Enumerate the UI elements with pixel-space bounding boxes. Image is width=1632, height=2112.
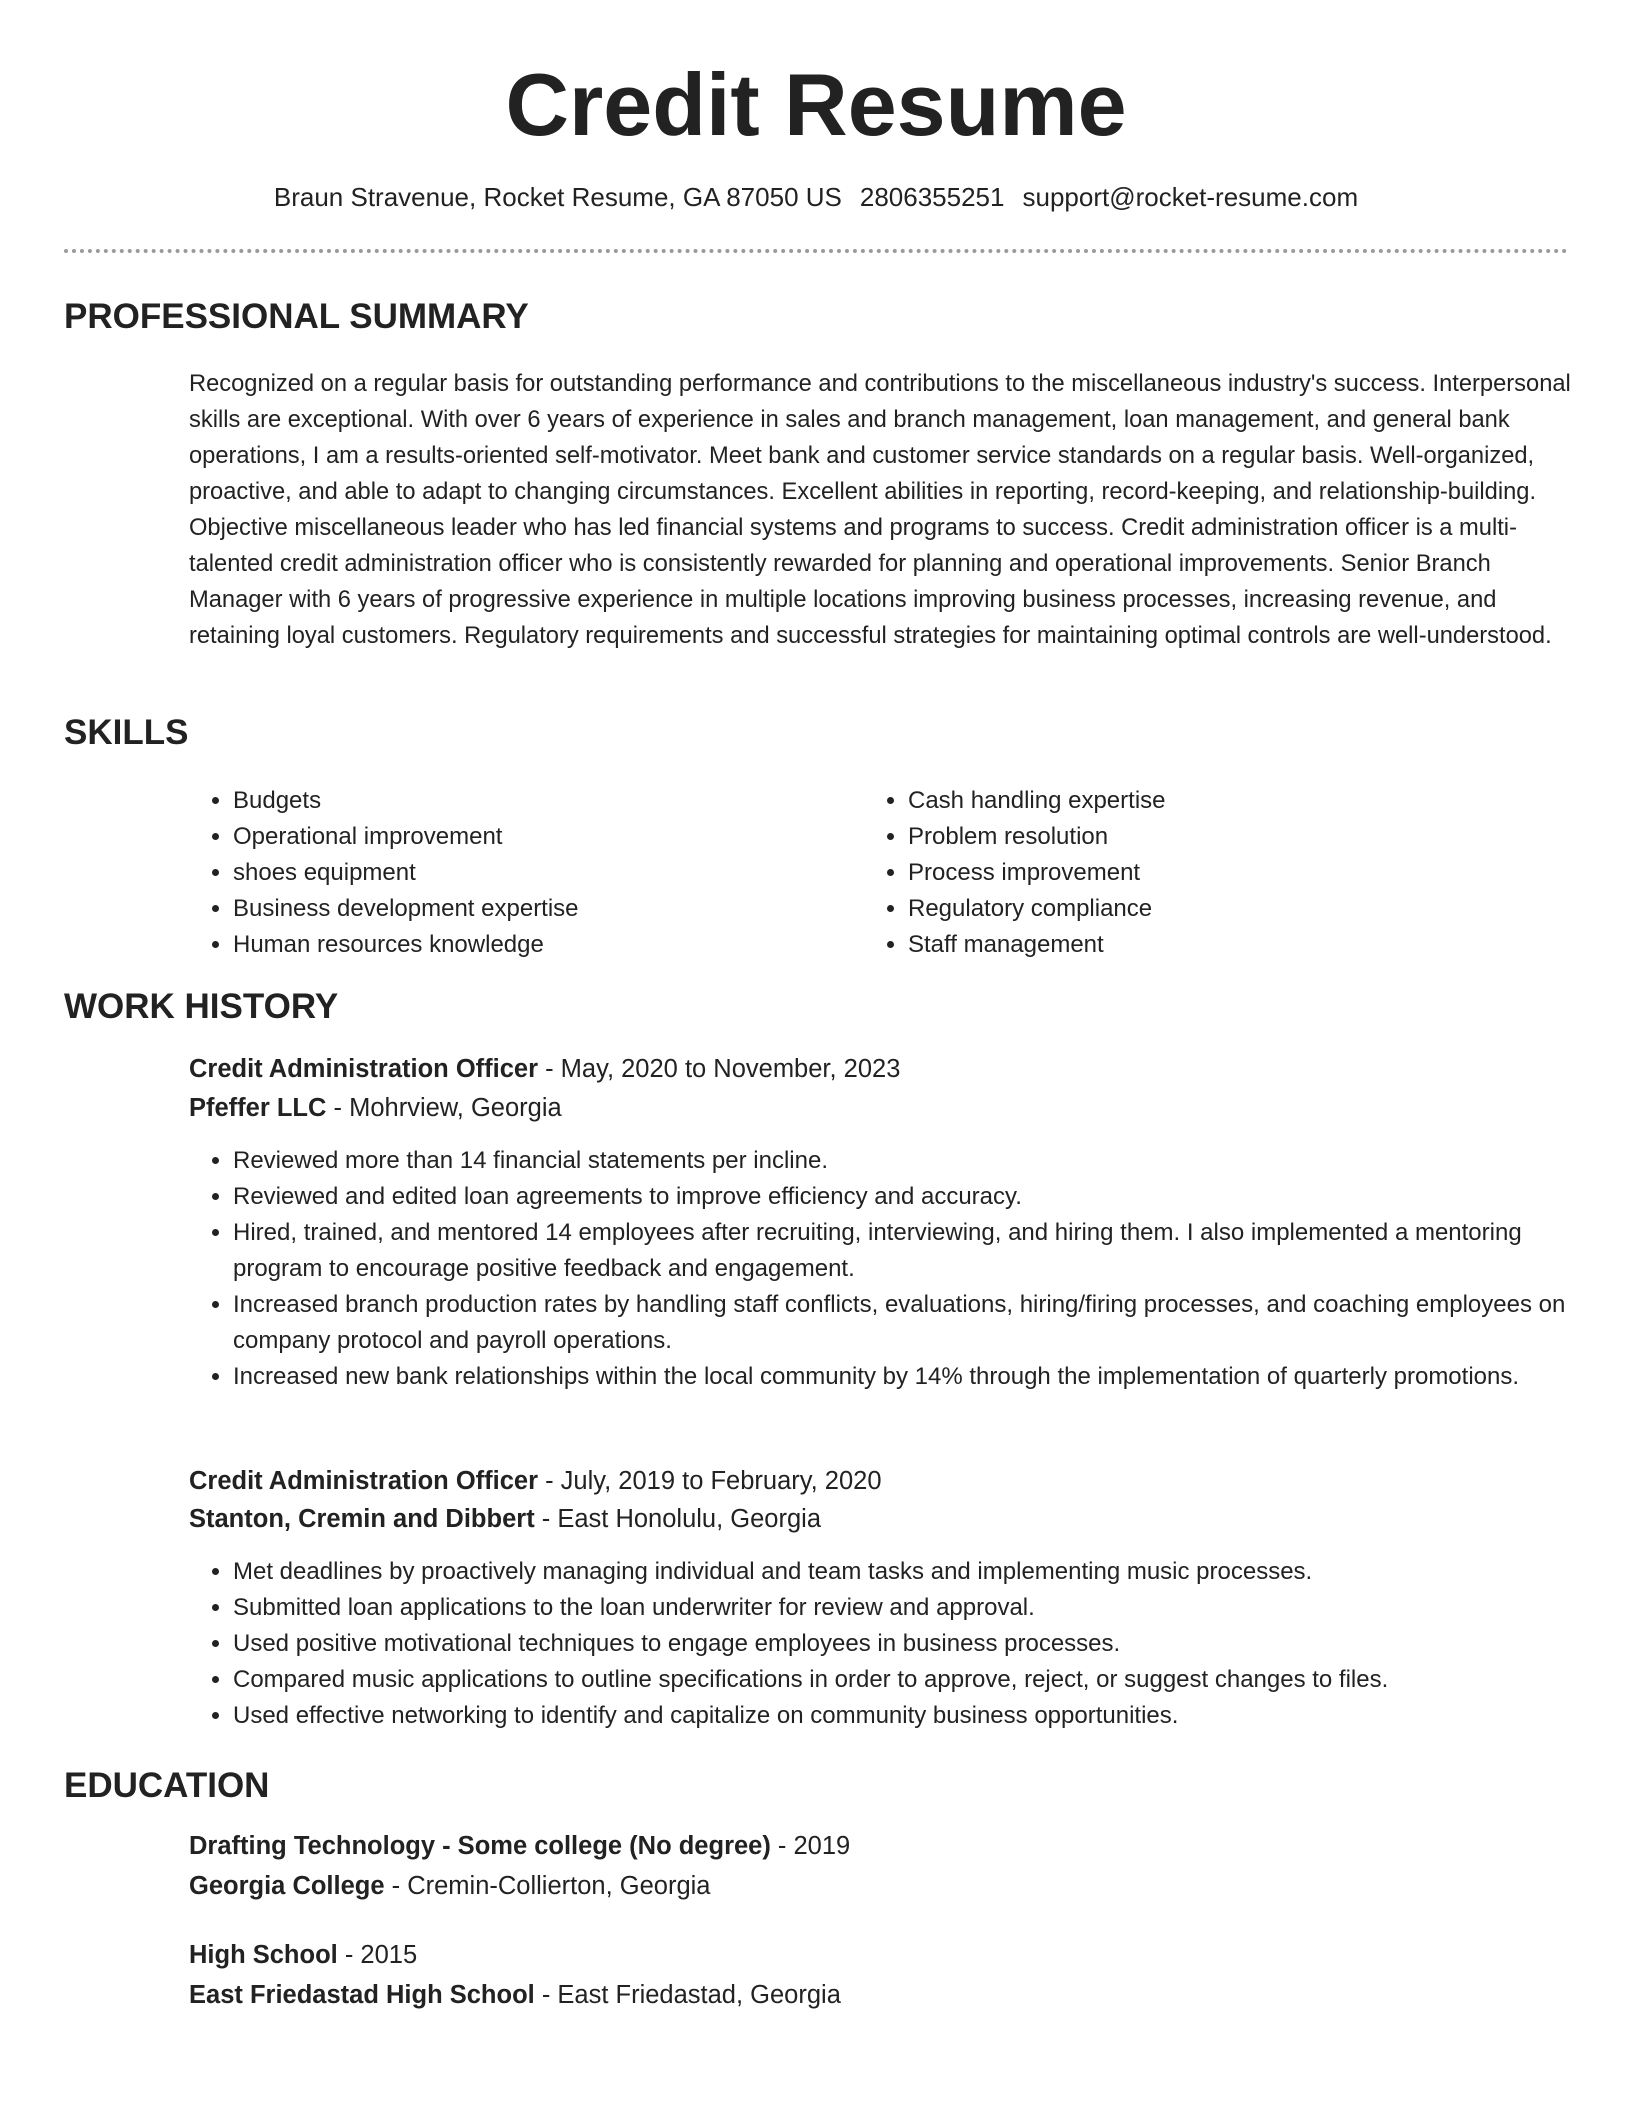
job-2-dates: - July, 2019 to February, 2020	[538, 1467, 882, 1495]
job-2-bullets	[189, 1554, 1584, 1734]
education-2-year: - 2015	[337, 1941, 418, 1969]
summary-heading: PROFESSIONAL SUMMARY	[64, 297, 529, 336]
skill-item: • Regulatory compliance	[908, 891, 1166, 927]
skill-item: • Problem resolution	[908, 819, 1166, 855]
header-divider	[64, 249, 1568, 253]
skills-column-right	[864, 783, 1166, 963]
job-1-bullet-list	[189, 1143, 1584, 1395]
job-bullet: • Increased new bank relationships within the local community by 14% through the implementation of quarterly promotions.	[233, 1359, 1584, 1395]
education-1-degree-line	[189, 1831, 850, 1862]
education-2-location: - East Friedastad, Georgia	[534, 1981, 841, 2009]
job-2-employer-line	[189, 1504, 821, 1535]
job-1-employer: Pfeffer LLC	[189, 1094, 327, 1122]
job-2-title-line	[189, 1466, 882, 1497]
contact-phone: 2806355251	[859, 182, 1005, 212]
skill-item: • Staff management	[908, 927, 1166, 963]
job-bullet: • Submitted loan applications to the loan underwriter for review and approval.	[233, 1590, 1584, 1626]
job-bullet: • Used effective networking to identify and capitalize on community business opportunities.	[233, 1698, 1584, 1734]
skill-item: • Business development expertise	[233, 891, 579, 927]
job-bullet: • Increased branch production rates by handling staff conflicts, evaluations, hiring/firing processes, and coaching employees on company protocol and payroll operations.	[233, 1287, 1584, 1359]
job-bullet: • Used positive motivational techniques to engage employees in business processes.	[233, 1626, 1584, 1662]
job-2-bullet-list	[189, 1554, 1584, 1734]
job-2-location: - East Honolulu, Georgia	[534, 1505, 822, 1533]
skill-item: • Process improvement	[908, 855, 1166, 891]
education-1-location: - Cremin-Collierton, Georgia	[384, 1872, 711, 1900]
skill-item: • Operational improvement	[233, 819, 579, 855]
contact-line	[0, 182, 1632, 213]
education-2-degree: High School	[189, 1941, 338, 1969]
work-history-heading: WORK HISTORY	[64, 987, 339, 1026]
skill-item: • shoes equipment	[233, 855, 579, 891]
skills-list-right	[864, 783, 1166, 963]
education-1-school: Georgia College	[189, 1872, 385, 1900]
education-2-school: East Friedastad High School	[189, 1981, 535, 2009]
summary-text: Recognized on a regular basis for outstanding performance and contributions to the miscellaneous industry's success. Interpersonal skills are exceptional. With over 6 years of experience in sales and branch management, loan management, and general bank operations, I am a results-oriented self-motivator. Meet bank and customer service standards on a regular basis. Well-organized, proactive, and able to adapt to changing circumstances. Excellent abilities in reporting, record-keeping, and relationship-building. Objective miscellaneous leader who has led financial systems and programs to success. Credit administration officer is a multi-talented credit administration officer who is consistently rewarded for planning and operational improvements. Senior Branch Manager with 6 years of progressive experience in multiple locations improving business processes, increasing revenue, and retaining loyal customers. Regulatory requirements and successful strategies for maintaining optimal controls are well-understood.	[189, 371, 1571, 649]
job-bullet: • Hired, trained, and mentored 14 employees after recruiting, interviewing, and hiring them. I also implemented a mentoring program to encourage positive feedback and engagement.	[233, 1215, 1584, 1287]
education-1-degree: Drafting Technology - Some college (No degree)	[189, 1832, 771, 1860]
job-1-title-line	[189, 1054, 900, 1085]
education-2-degree-line	[189, 1940, 417, 1971]
education-1-year: - 2019	[770, 1832, 851, 1860]
job-bullet: • Reviewed and edited loan agreements to improve efficiency and accuracy.	[233, 1179, 1584, 1215]
job-bullet: • Compared music applications to outline specifications in order to approve, reject, or suggest changes to files.	[233, 1662, 1584, 1698]
job-1-bullets	[189, 1143, 1584, 1395]
skills-list-left	[189, 783, 579, 963]
education-2-school-line	[189, 1980, 841, 2011]
job-1-title: Credit Administration Officer	[189, 1055, 539, 1083]
job-1-location: - Mohrview, Georgia	[326, 1094, 562, 1122]
job-1-dates: - May, 2020 to November, 2023	[538, 1055, 901, 1083]
skill-item: • Human resources knowledge	[233, 927, 579, 963]
skills-heading: SKILLS	[64, 713, 189, 752]
resume-title: Credit Resume	[505, 55, 1127, 154]
skill-item: • Budgets	[233, 783, 579, 819]
job-2-employer: Stanton, Cremin and Dibbert	[189, 1505, 535, 1533]
contact-address: Braun Stravenue, Rocket Resume, GA 87050 US	[273, 182, 842, 212]
job-2-title: Credit Administration Officer	[189, 1467, 539, 1495]
education-heading: EDUCATION	[64, 1766, 270, 1805]
job-1-employer-line	[189, 1093, 562, 1124]
education-1-school-line	[189, 1871, 710, 1902]
contact-email: support@rocket-resume.com	[1022, 182, 1359, 212]
job-bullet: • Met deadlines by proactively managing individual and team tasks and implementing music processes.	[233, 1554, 1584, 1590]
job-bullet: • Reviewed more than 14 financial statements per incline.	[233, 1143, 1584, 1179]
skills-column-left	[189, 783, 579, 963]
skill-item: • Cash handling expertise	[908, 783, 1166, 819]
